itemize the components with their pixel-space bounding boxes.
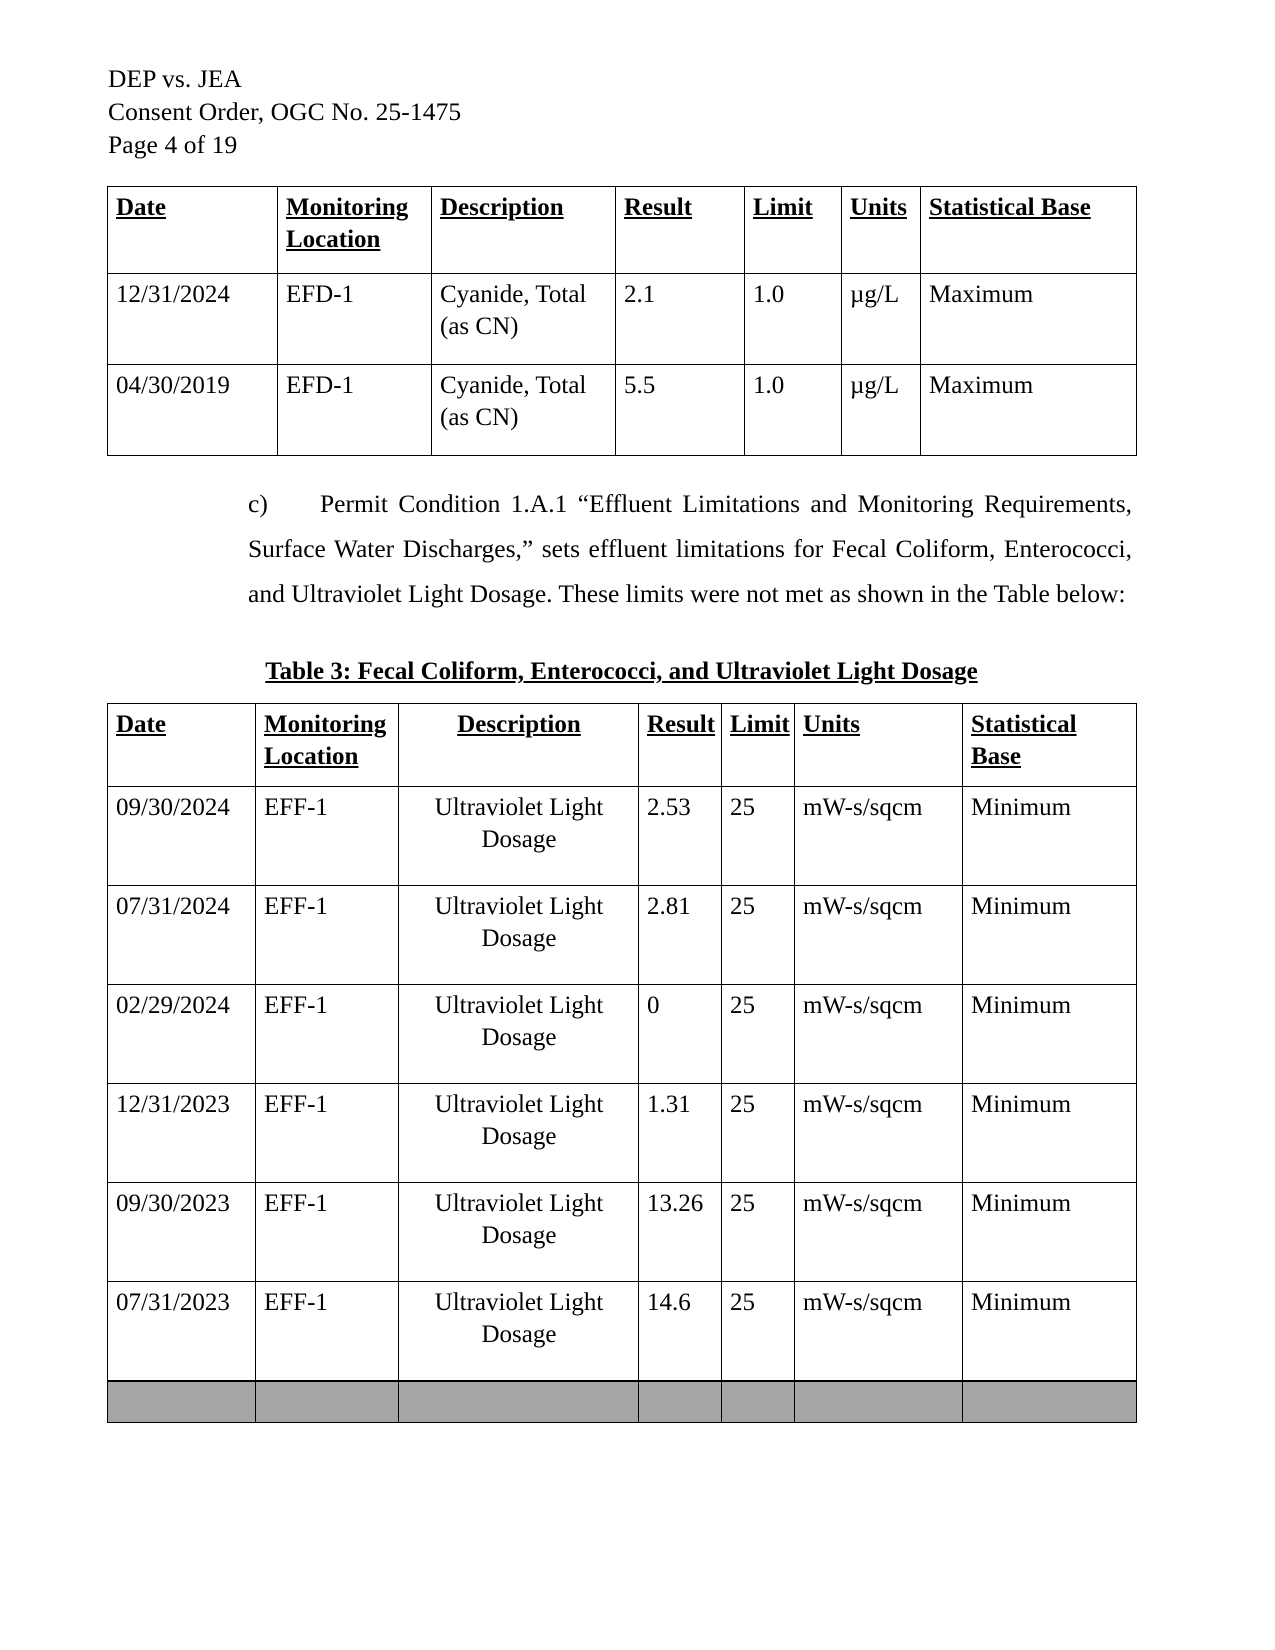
cell-location: EFF-1 — [256, 1183, 399, 1282]
column-header-limit: Limit — [722, 704, 795, 787]
cell-statistical-base: Minimum — [963, 1183, 1137, 1282]
cell-location: EFD-1 — [278, 274, 432, 365]
cell-limit: 25 — [722, 1183, 795, 1282]
header-line-order: Consent Order, OGC No. 25-1475 — [108, 97, 462, 126]
cell-description: Ultraviolet Light Dosage — [399, 1084, 639, 1183]
cell-shaded-result — [639, 1381, 722, 1423]
table-row — [108, 1084, 1137, 1183]
cell-limit: 25 — [722, 787, 795, 886]
cell-result: 2.53 — [639, 787, 722, 886]
cell-date: 09/30/2023 — [108, 1183, 256, 1282]
cell-shaded-date — [108, 1381, 256, 1423]
cell-units: mW-s/sqcm — [795, 886, 963, 985]
table-row — [108, 985, 1137, 1084]
cell-result: 2.81 — [639, 886, 722, 985]
header-line-case: DEP vs. JEA — [108, 64, 243, 93]
uv-dosage-table — [107, 703, 1137, 1423]
table-header-row — [108, 187, 1137, 274]
cell-shaded-description — [399, 1381, 639, 1423]
document-header — [108, 62, 461, 161]
column-header-monitoring-location: Monitoring Location — [278, 187, 432, 274]
cell-statistical-base: Maximum — [921, 365, 1137, 456]
cell-result: 0 — [639, 985, 722, 1084]
cell-units: µg/L — [842, 274, 921, 365]
cell-result: 13.26 — [639, 1183, 722, 1282]
table-row — [108, 886, 1137, 985]
cell-statistical-base: Minimum — [963, 985, 1137, 1084]
cell-date: 07/31/2024 — [108, 886, 256, 985]
cell-location: EFF-1 — [256, 1084, 399, 1183]
cell-date: 02/29/2024 — [108, 985, 256, 1084]
cell-units: mW-s/sqcm — [795, 1282, 963, 1382]
paragraph-c — [248, 481, 1132, 616]
header-line-page: Page 4 of 19 — [108, 130, 238, 159]
column-header-statistical-base: Statistical Base — [921, 187, 1137, 274]
cell-date: 12/31/2024 — [108, 274, 278, 365]
table-header-row — [108, 704, 1137, 787]
cell-shaded-units — [795, 1381, 963, 1423]
cell-date: 09/30/2024 — [108, 787, 256, 886]
cell-description: Cyanide, Total (as CN) — [432, 274, 616, 365]
table-row — [108, 787, 1137, 886]
cell-location: EFF-1 — [256, 985, 399, 1084]
cell-units: mW-s/sqcm — [795, 1084, 963, 1183]
cell-date: 04/30/2019 — [108, 365, 278, 456]
cell-date: 07/31/2023 — [108, 1282, 256, 1382]
column-header-limit: Limit — [745, 187, 842, 274]
cell-shaded-limit — [722, 1381, 795, 1423]
column-header-date: Date — [108, 704, 256, 787]
column-header-units: Units — [842, 187, 921, 274]
cell-description: Ultraviolet Light Dosage — [399, 1183, 639, 1282]
cell-location: EFD-1 — [278, 365, 432, 456]
cell-result: 2.1 — [616, 274, 745, 365]
cell-units: mW-s/sqcm — [795, 985, 963, 1084]
column-header-units: Units — [795, 704, 963, 787]
cell-date: 12/31/2023 — [108, 1084, 256, 1183]
column-header-result: Result — [639, 704, 722, 787]
column-header-result: Result — [616, 187, 745, 274]
column-header-description: Description — [399, 704, 639, 787]
cell-description: Ultraviolet Light Dosage — [399, 985, 639, 1084]
table-row — [108, 365, 1137, 456]
cell-limit: 1.0 — [745, 274, 842, 365]
cell-location: EFF-1 — [256, 787, 399, 886]
cell-shaded-statistical-base — [963, 1381, 1137, 1423]
cell-limit: 25 — [722, 886, 795, 985]
table-row-shaded — [108, 1381, 1137, 1423]
table3-caption: Table 3: Fecal Coliform, Enterococci, and Ultraviolet Light Dosage — [265, 658, 978, 685]
cell-shaded-location — [256, 1381, 399, 1423]
cell-statistical-base: Minimum — [963, 1282, 1137, 1382]
cell-description: Ultraviolet Light Dosage — [399, 787, 639, 886]
table-row — [108, 1282, 1137, 1382]
cell-limit: 25 — [722, 1282, 795, 1382]
cell-units: mW-s/sqcm — [795, 1183, 963, 1282]
table-row — [108, 1183, 1137, 1282]
cell-result: 1.31 — [639, 1084, 722, 1183]
cell-result: 14.6 — [639, 1282, 722, 1382]
cell-statistical-base: Minimum — [963, 886, 1137, 985]
cell-limit: 1.0 — [745, 365, 842, 456]
cell-statistical-base: Minimum — [963, 1084, 1137, 1183]
paragraph-text: Permit Condition 1.A.1 “Effluent Limitations and Monitoring Requirements, Surface Water Discharges,” sets effluent limitations for Fecal Coliform, Enterococci, and Ultraviolet Light Dosage. These limits were not met as shown in the Table below: — [248, 489, 1132, 608]
cell-limit: 25 — [722, 985, 795, 1084]
cell-description: Ultraviolet Light Dosage — [399, 886, 639, 985]
cell-result: 5.5 — [616, 365, 745, 456]
cell-location: EFF-1 — [256, 886, 399, 985]
cyanide-table — [107, 186, 1137, 456]
column-header-monitoring-location: Monitoring Location — [256, 704, 399, 787]
cell-units: mW-s/sqcm — [795, 787, 963, 886]
cell-description: Cyanide, Total (as CN) — [432, 365, 616, 456]
cell-description: Ultraviolet Light Dosage — [399, 1282, 639, 1382]
column-header-statistical-base: Statistical Base — [963, 704, 1137, 787]
column-header-date: Date — [108, 187, 278, 274]
column-header-description: Description — [432, 187, 616, 274]
cell-statistical-base: Minimum — [963, 787, 1137, 886]
table-row — [108, 274, 1137, 365]
cell-location: EFF-1 — [256, 1282, 399, 1382]
cell-limit: 25 — [722, 1084, 795, 1183]
cell-units: µg/L — [842, 365, 921, 456]
paragraph-marker: c) — [248, 489, 268, 518]
cell-statistical-base: Maximum — [921, 274, 1137, 365]
